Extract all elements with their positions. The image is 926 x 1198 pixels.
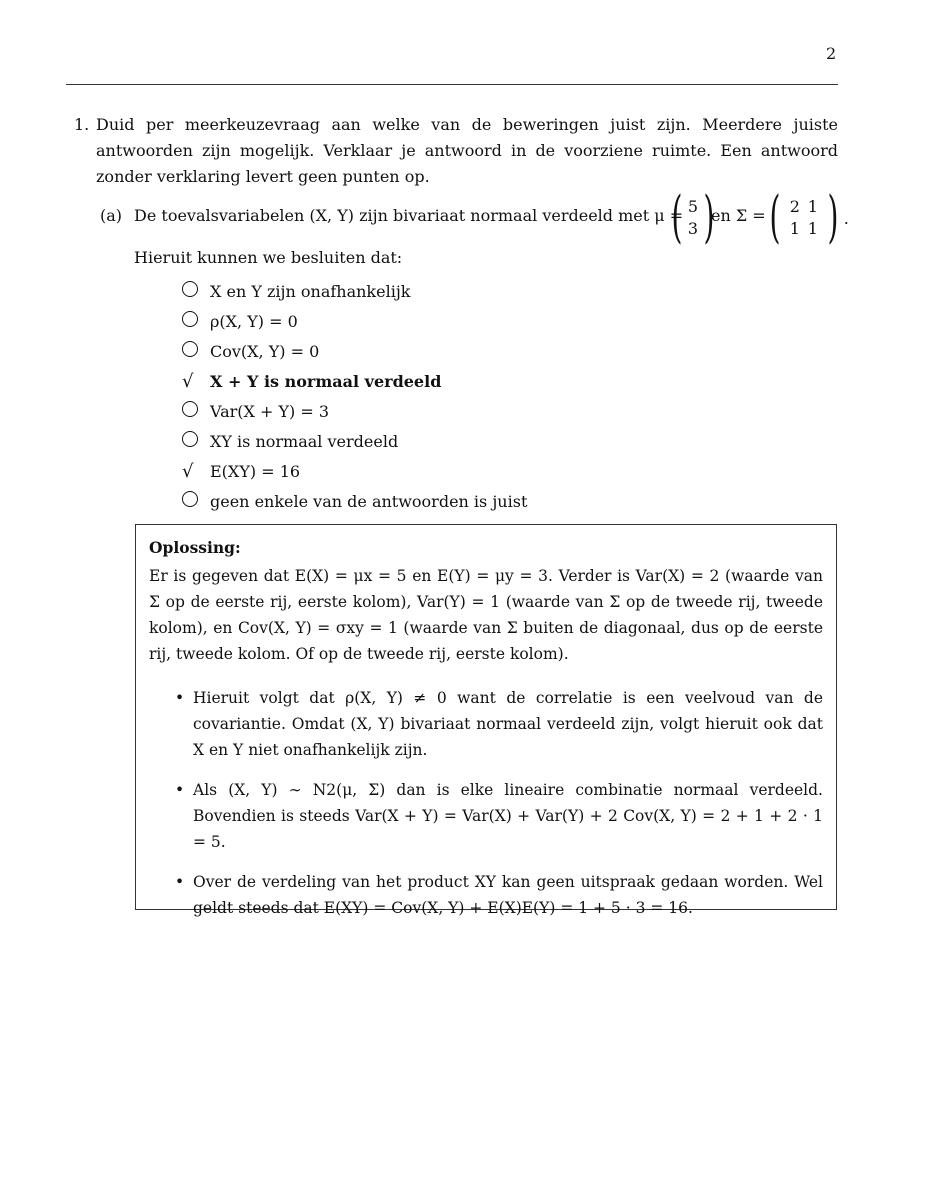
radio-circle-icon[interactable] [182, 281, 210, 301]
solution-bullet: • Hieruit volgt dat ρ(X, Y) ≠ 0 want de correlatie is een veelvoud van de covariantie. Omdat (X, Y) bivariaat normaal verdeeld zijn, volgt hieruit ook dat X en Y niet onafhankelijk zijn. [193, 685, 823, 763]
option-item[interactable]: geen enkele van de antwoorden is juist [182, 486, 527, 516]
checkmark-icon[interactable]: √ [182, 460, 194, 482]
solution-bullet: • Over de verdeling van het product XY kan geen uitspraak gedaan worden. Wel geldt steeds dat E(XY) = Cov(X, Y) + E(X)E(Y) = 1 + 5 · 3 = 16. [193, 869, 823, 921]
subquestion-text: De toevalsvariabelen (X, Y) zijn bivariaat normaal verdeeld met μ = [134, 206, 684, 225]
bullet-icon: • [175, 781, 185, 799]
conclusion-prompt: Hieruit kunnen we besluiten dat: [134, 248, 403, 267]
en-sigma-text: en Σ = [711, 206, 766, 225]
page-number: 2 [826, 44, 837, 63]
option-item[interactable]: Cov(X, Y) = 0 [182, 336, 527, 366]
option-item[interactable]: ρ(X, Y) = 0 [182, 306, 527, 336]
solution-intro: Er is gegeven dat E(X) = μx = 5 en E(Y) = μy = 3. Verder is Var(X) = 2 (waarde van Σ op de eerste rij, eerste kolom), Var(Y) = 1 (waarde van Σ op de tweede rij, tweede kolom), en Cov(X, Y) = σxy = 1 (waarde van Σ buiten de diagonaal, dus op de eerste rij, tweede kolom. Of op de tweede rij, eerste kolom). [149, 567, 823, 663]
option-item-selected[interactable]: √ E(XY) = 16 [182, 460, 301, 482]
radio-circle-icon[interactable] [182, 341, 210, 361]
bullet-icon: • [175, 689, 185, 707]
radio-circle-icon[interactable] [182, 401, 210, 421]
right-paren: ) [827, 185, 839, 250]
solution-bullet: • Als (X, Y) ∼ N2(μ, Σ) dan is elke lineaire combinatie normaal verdeeld. Bovendien is steeds Var(X + Y) = Var(X) + Var(Y) + 2 Cov(X, Y) = 2 + 1 + 2 · 1 = 5. [193, 777, 823, 855]
solution-box [135, 524, 837, 917]
option-item[interactable]: Var(X + Y) = 3 [182, 396, 527, 426]
mu-1: 5 [687, 197, 699, 216]
sigma-12: 1 [807, 197, 818, 216]
solution-title: Oplossing: [149, 538, 241, 557]
right-paren: ) [703, 185, 715, 250]
radio-circle-icon[interactable] [182, 491, 210, 511]
option-item-selected[interactable]: √ X + Y is normaal verdeeld [182, 370, 442, 392]
radio-circle-icon[interactable] [182, 311, 210, 331]
options-list [182, 276, 527, 516]
option-item[interactable]: X en Y zijn onafhankelijk [182, 276, 527, 306]
left-paren: ( [671, 185, 683, 250]
question-1 [74, 112, 838, 190]
option-item[interactable]: XY is normaal verdeeld [182, 426, 527, 456]
radio-circle-icon[interactable] [182, 431, 210, 451]
checkmark-icon[interactable]: √ [182, 370, 194, 392]
sigma-matrix [764, 185, 849, 250]
bullet-icon: • [175, 873, 185, 891]
sigma-22: 1 [807, 219, 818, 238]
solution-bullets [149, 685, 823, 921]
sentence-end: . [843, 208, 849, 228]
subquestion-label: (a) [100, 206, 123, 225]
question-number: 1. [74, 115, 90, 134]
sigma-11: 2 [789, 197, 800, 216]
sigma-21: 1 [789, 219, 800, 238]
mu-2: 3 [687, 219, 699, 238]
left-paren: ( [769, 185, 781, 250]
header-rule [66, 84, 838, 85]
question-text: Duid per meerkeuzevraag aan welke van de beweringen juist zijn. Meerdere juiste antwoorden zijn mogelijk. Verklaar je antwoord in de voorziene ruimte. Een antwoord zonder verklaring levert geen punten op. [96, 115, 838, 186]
